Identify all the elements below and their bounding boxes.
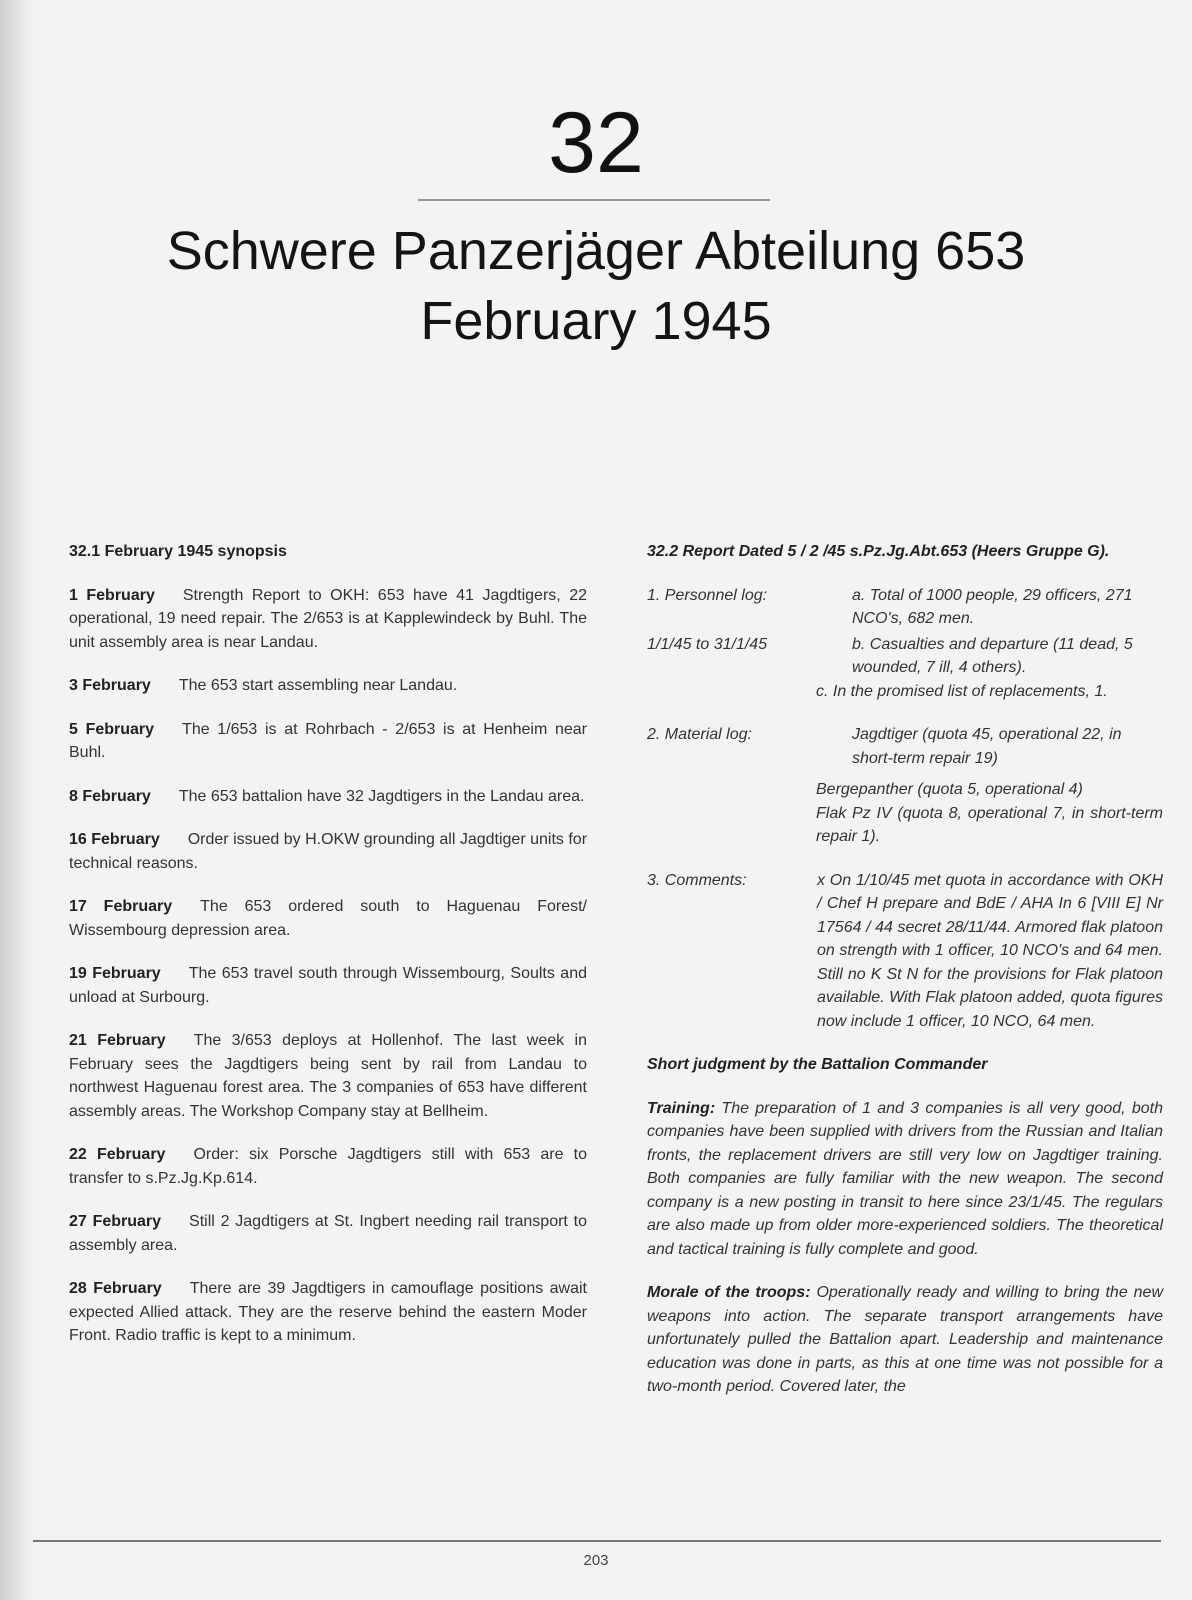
training-paragraph [611, 1097, 1163, 1262]
material-flak: Flak Pz IV (quota 8, operational 7, in short-term repair 1). [816, 804, 1163, 845]
material-row [611, 723, 1163, 770]
entry-date: 17 February [69, 898, 173, 915]
entry-text: Strength Report to OKH: 653 have 41 Jagdtigers, 22 operational, 19 need repair. The 2/653 is at Kapplewindeck by Buhl. The unit assembly area is near Landau. [69, 586, 588, 651]
synopsis-entry [33, 584, 587, 655]
footer-rule [33, 1540, 1161, 1542]
entry-text: Still 2 Jagdtigers at St. Ingbert needing rail transport to assembly area. [69, 1213, 587, 1254]
entry-text: The 1/653 is at Rohrbach - 2/653 is at Henheim near Buhl. [69, 720, 588, 761]
entry-date: 1 February [69, 586, 155, 604]
entry-date: 16 February [69, 831, 160, 848]
training-text: The preparation of 1 and 3 companies is all very good, both companies have been supplied with drivers from the Russian and Italian fronts, the replacement drivers are still very low on Jagdtiger training. Both companies are fully familiar with the new weapon. The second company is a new posting in transit to here since 23/1/45. The regulars are also made up from older more-experienced soldiers. The theoretical and tactical training is fully complete and good. [647, 1099, 1163, 1258]
morale-paragraph [611, 1281, 1163, 1399]
personnel-c: c. In the promised list of replacements, 1. [816, 682, 1108, 700]
morale-label: Morale of the troops: [647, 1284, 811, 1301]
personnel-b: b. Casualties and departure (11 dead, 5 wounded, 7 ill, 4 others). [852, 635, 1133, 676]
chapter-title-line-2: February 1945 [420, 291, 772, 351]
personnel-row [611, 584, 1163, 631]
entry-text: The 3/653 deploys at Hollenhof. The last week in February sees the Jagdtigers being sent by rail from Landau to northwest Haguenau forest area. The 3 companies of 653 have different assembly areas. The Workshop Company stay at Bellheim. [69, 1032, 587, 1120]
synopsis-entry [33, 895, 587, 942]
personnel-label: 1. Personnel log: [647, 586, 768, 604]
synopsis-heading: 32.1 February 1945 synopsis [69, 543, 287, 560]
material-label: 2. Material log: [647, 726, 752, 743]
chapter-title [0, 216, 1192, 356]
chapter-title-line-1: Schwere Panzerjäger Abteilung 653 [166, 221, 1026, 281]
entry-text: The 653 travel south through Wissembourg, Soults and unload at Surbourg. [69, 965, 588, 1006]
period-label: 1/1/45 to 31/1/45 [647, 635, 768, 653]
comments-text: x On 1/10/45 met quota in accordance with OKH / Chef H prepare and BdE / AHA In 6 [VIII E] Nr 17564 / 44 secret 28/11/44. Armored flak platoon on strength with 1 officer, 10 NCO's and 64 men. Still no K St N for the provisions for Flak platoon available. With Flak platoon added, quota figures now include 1 officer, 10 NCO, 64 men. [817, 871, 1163, 1030]
entry-date: 3 February [69, 677, 151, 694]
synopsis-entry [33, 785, 587, 809]
judgment-heading: Short judgment by the Battalion Commander [647, 1056, 988, 1073]
entry-text: The 653 start assembling near Landau. [178, 677, 458, 694]
synopsis-entry [33, 828, 587, 875]
entry-date: 27 February [69, 1213, 162, 1230]
entry-date: 19 February [69, 965, 161, 982]
title-divider [418, 199, 770, 201]
entry-text: The 653 battalion have 32 Jagdtigers in the Landau area. [178, 787, 585, 805]
synopsis-column [33, 540, 587, 1368]
chapter-number: 32 [548, 95, 644, 191]
synopsis-entry [33, 1277, 587, 1348]
synopsis-entry [33, 718, 587, 765]
synopsis-entry [33, 674, 587, 698]
entry-date: 21 February [69, 1032, 166, 1049]
entry-text: There are 39 Jagdtigers in camouflage positions await expected Allied attack. They are the reserve behind the eastern Moder Front. Radio traffic is kept to a minimum. [69, 1280, 588, 1344]
material-bergepanther: Bergepanther (quota 5, operational 4) [816, 781, 1083, 798]
entry-text: Order: six Porsche Jagdtigers still with 653 are to transfer to s.Pz.Jg.Kp.614. [69, 1146, 588, 1187]
material-jagdtiger: Jagdtiger (quota 45, operational 22, in short-term repair 19) [852, 726, 1122, 767]
entry-date: 28 February [69, 1280, 162, 1297]
comments-label: 3. Comments: [647, 871, 747, 889]
report-heading: 32.2 Report Dated 5 / 2 /45 s.Pz.Jg.Abt.653 (Heers Gruppe G). [647, 543, 1110, 560]
synopsis-entry [33, 962, 587, 1009]
entry-text: The 653 ordered south to Haguenau Forest/ Wissembourg depression area. [69, 898, 587, 939]
personnel-a: a. Total of 1000 people, 29 officers, 271 NCO's, 682 men. [852, 586, 1133, 627]
training-label: Training: [647, 1099, 716, 1117]
entry-date: 22 February [69, 1146, 166, 1163]
synopsis-entry [33, 1029, 587, 1123]
morale-text: Operationally ready and willing to bring the new weapons into action. The separate transport arrangements have unfortunately pulled the Battalion apart. Leadership and maintenance education was done in parts, as this at one time was not possible for a two-month period. Covered later, the [647, 1284, 1163, 1395]
page-number: 203 [583, 1552, 609, 1569]
period-row [611, 633, 1163, 680]
synopsis-entry [33, 1210, 587, 1257]
entry-date: 8 February [69, 787, 151, 805]
entry-date: 5 February [69, 720, 155, 738]
synopsis-entry [33, 1143, 587, 1190]
entry-text: Order issued by H.OKW grounding all Jagdtiger units for technical reasons. [69, 831, 588, 872]
comments-row [611, 869, 1163, 1034]
report-column [611, 540, 1163, 1419]
